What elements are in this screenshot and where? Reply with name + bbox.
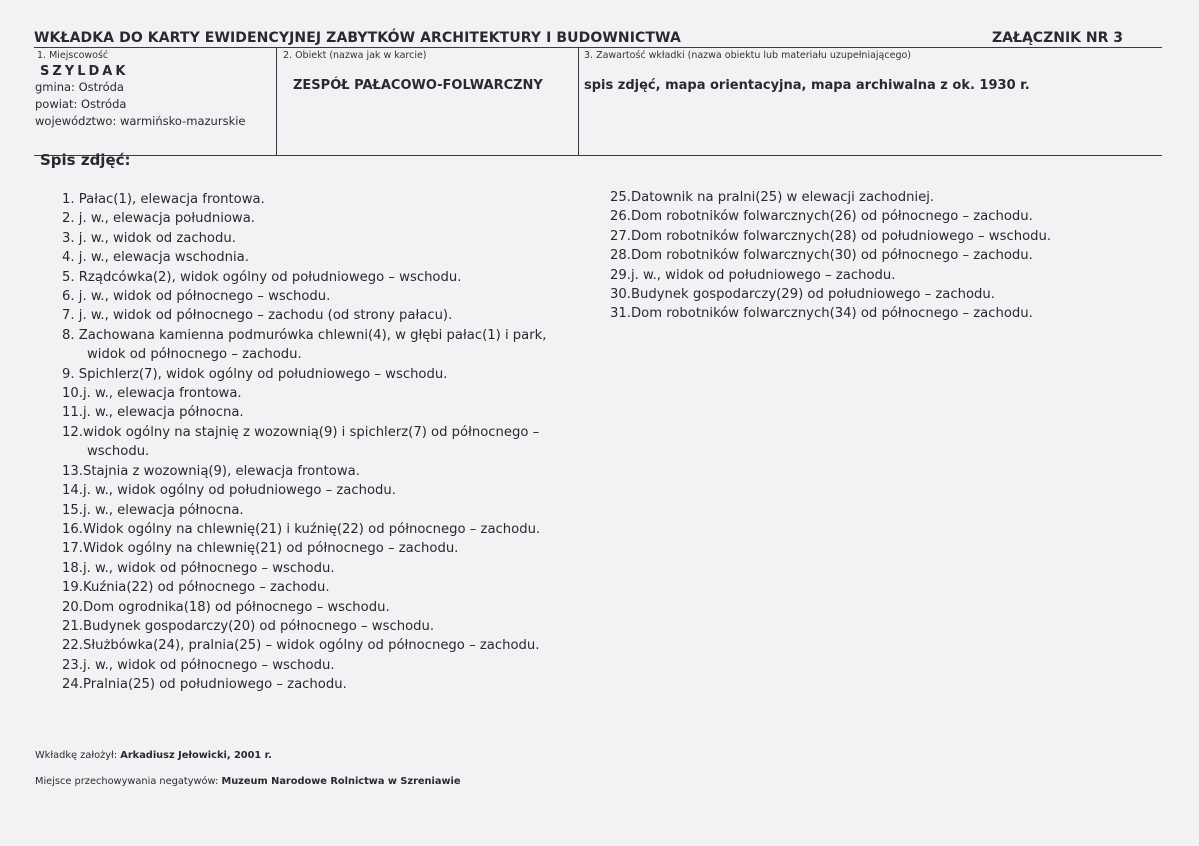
list-item: 3. j. w., widok od zachodu. bbox=[62, 230, 236, 246]
object-label: 2. Obiekt (nazwa jak w karcie) bbox=[283, 50, 427, 61]
list-item: 12.widok ogólny na stajnię z wozownią(9) i spichlerz(7) od północnego – wschodu. bbox=[62, 424, 540, 460]
list-item: 29.j. w., widok od południowego – zachodu. bbox=[610, 267, 896, 283]
location-gmina: gmina: Ostróda bbox=[35, 80, 124, 94]
column-divider-1 bbox=[276, 48, 277, 155]
storage-label: Miejsce przechowywania negatywów: bbox=[35, 776, 219, 787]
content-value: spis zdjęć, mapa orientacyjna, mapa archiwalna z ok. 1930 r. bbox=[584, 78, 1030, 93]
list-item: 21.Budynek gospodarczy(20) od północnego – wschodu. bbox=[62, 618, 435, 634]
column-divider-2 bbox=[578, 48, 579, 155]
photo-list-column-2 bbox=[610, 188, 1170, 324]
location-powiat: powiat: Ostróda bbox=[35, 97, 127, 111]
list-item: 24.Pralnia(25) od południowego – zachodu. bbox=[62, 677, 347, 693]
list-item: 14.j. w., widok ogólny od południowego – zachodu. bbox=[62, 483, 396, 499]
document-title: WKŁADKA DO KARTY EWIDENCYJNEJ ZABYTKÓW ARCHITEKTURY I BUDOWNICTWA bbox=[34, 30, 681, 46]
list-item: 8. Zachowana kamienna podmurówka chlewni(4), w głębi pałac(1) i park, widok od północnego – zachodu. bbox=[62, 327, 547, 363]
list-item: 2. j. w., elewacja południowa. bbox=[62, 211, 255, 227]
list-item: 19.Kuźnia(22) od północnego – zachodu. bbox=[62, 580, 330, 596]
author-label: Wkładkę założył: bbox=[35, 750, 118, 761]
list-item: 11.j. w., elewacja północna. bbox=[62, 405, 244, 421]
list-item: 15.j. w., elewacja północna. bbox=[62, 502, 244, 518]
object-name: ZESPÓŁ PAŁACOWO-FOLWARCZNY bbox=[293, 78, 543, 93]
list-item: 27.Dom robotników folwarcznych(28) od południowego – wschodu. bbox=[610, 228, 1052, 244]
photo-list-title: Spis zdjęć: bbox=[40, 151, 131, 169]
list-item: 16.Widok ogólny na chlewnię(21) i kuźnię(22) od północnego – zachodu. bbox=[62, 521, 541, 537]
list-item: 25.Datownik na pralni(25) w elewacji zachodniej. bbox=[610, 190, 935, 205]
list-item: 18.j. w., widok od północnego – wschodu. bbox=[62, 560, 335, 576]
header-rule-top bbox=[34, 47, 1162, 48]
list-item: 9. Spichlerz(7), widok ogólny od południowego – wschodu. bbox=[62, 366, 448, 382]
content-label: 3. Zawartość wkładki (nazwa obiektu lub materiału uzupełniającego) bbox=[584, 50, 911, 61]
list-item: 28.Dom robotników folwarcznych(30) od północnego – zachodu. bbox=[610, 248, 1033, 264]
author-value: Arkadiusz Jełowicki, 2001 r. bbox=[120, 750, 272, 761]
list-item: 1. Pałac(1), elewacja frontowa. bbox=[62, 192, 265, 207]
list-item: 4. j. w., elewacja wschodnia. bbox=[62, 250, 249, 266]
location-label: 1. Miejscowość bbox=[37, 50, 109, 61]
list-item: 13.Stajnia z wozownią(9), elewacja frontowa. bbox=[62, 463, 360, 479]
list-item: 30.Budynek gospodarczy(29) od południowego – zachodu. bbox=[610, 287, 995, 303]
list-item: 10.j. w., elewacja frontowa. bbox=[62, 386, 242, 402]
photo-list-column-1 bbox=[62, 190, 582, 695]
header-rule-bottom bbox=[34, 155, 1162, 156]
location-name: SZYLDAK bbox=[40, 64, 129, 79]
annex-number: ZAŁĄCZNIK NR 3 bbox=[992, 30, 1123, 46]
storage-line bbox=[35, 776, 461, 787]
list-item: 23.j. w., widok od północnego – wschodu. bbox=[62, 657, 335, 673]
list-item: 5. Rządcówka(2), widok ogólny od południowego – wschodu. bbox=[62, 269, 462, 285]
list-item: 17.Widok ogólny na chlewnię(21) od północnego – zachodu. bbox=[62, 541, 459, 557]
location-wojewodztwo: województwo: warmińsko-mazurskie bbox=[35, 114, 246, 128]
list-item: 22.Służbówka(24), pralnia(25) – widok ogólny od północnego – zachodu. bbox=[62, 638, 540, 654]
list-item: 26.Dom robotników folwarcznych(26) od północnego – zachodu. bbox=[610, 209, 1033, 225]
list-item: 6. j. w., widok od północnego – wschodu. bbox=[62, 289, 331, 305]
author-line bbox=[35, 750, 272, 761]
list-item: 7. j. w., widok od północnego – zachodu (od strony pałacu). bbox=[62, 308, 453, 324]
storage-value: Muzeum Narodowe Rolnictwa w Szreniawie bbox=[221, 776, 461, 787]
list-item: 20.Dom ogrodnika(18) od północnego – wschodu. bbox=[62, 599, 390, 615]
list-item: 31.Dom robotników folwarcznych(34) od północnego – zachodu. bbox=[610, 306, 1033, 322]
